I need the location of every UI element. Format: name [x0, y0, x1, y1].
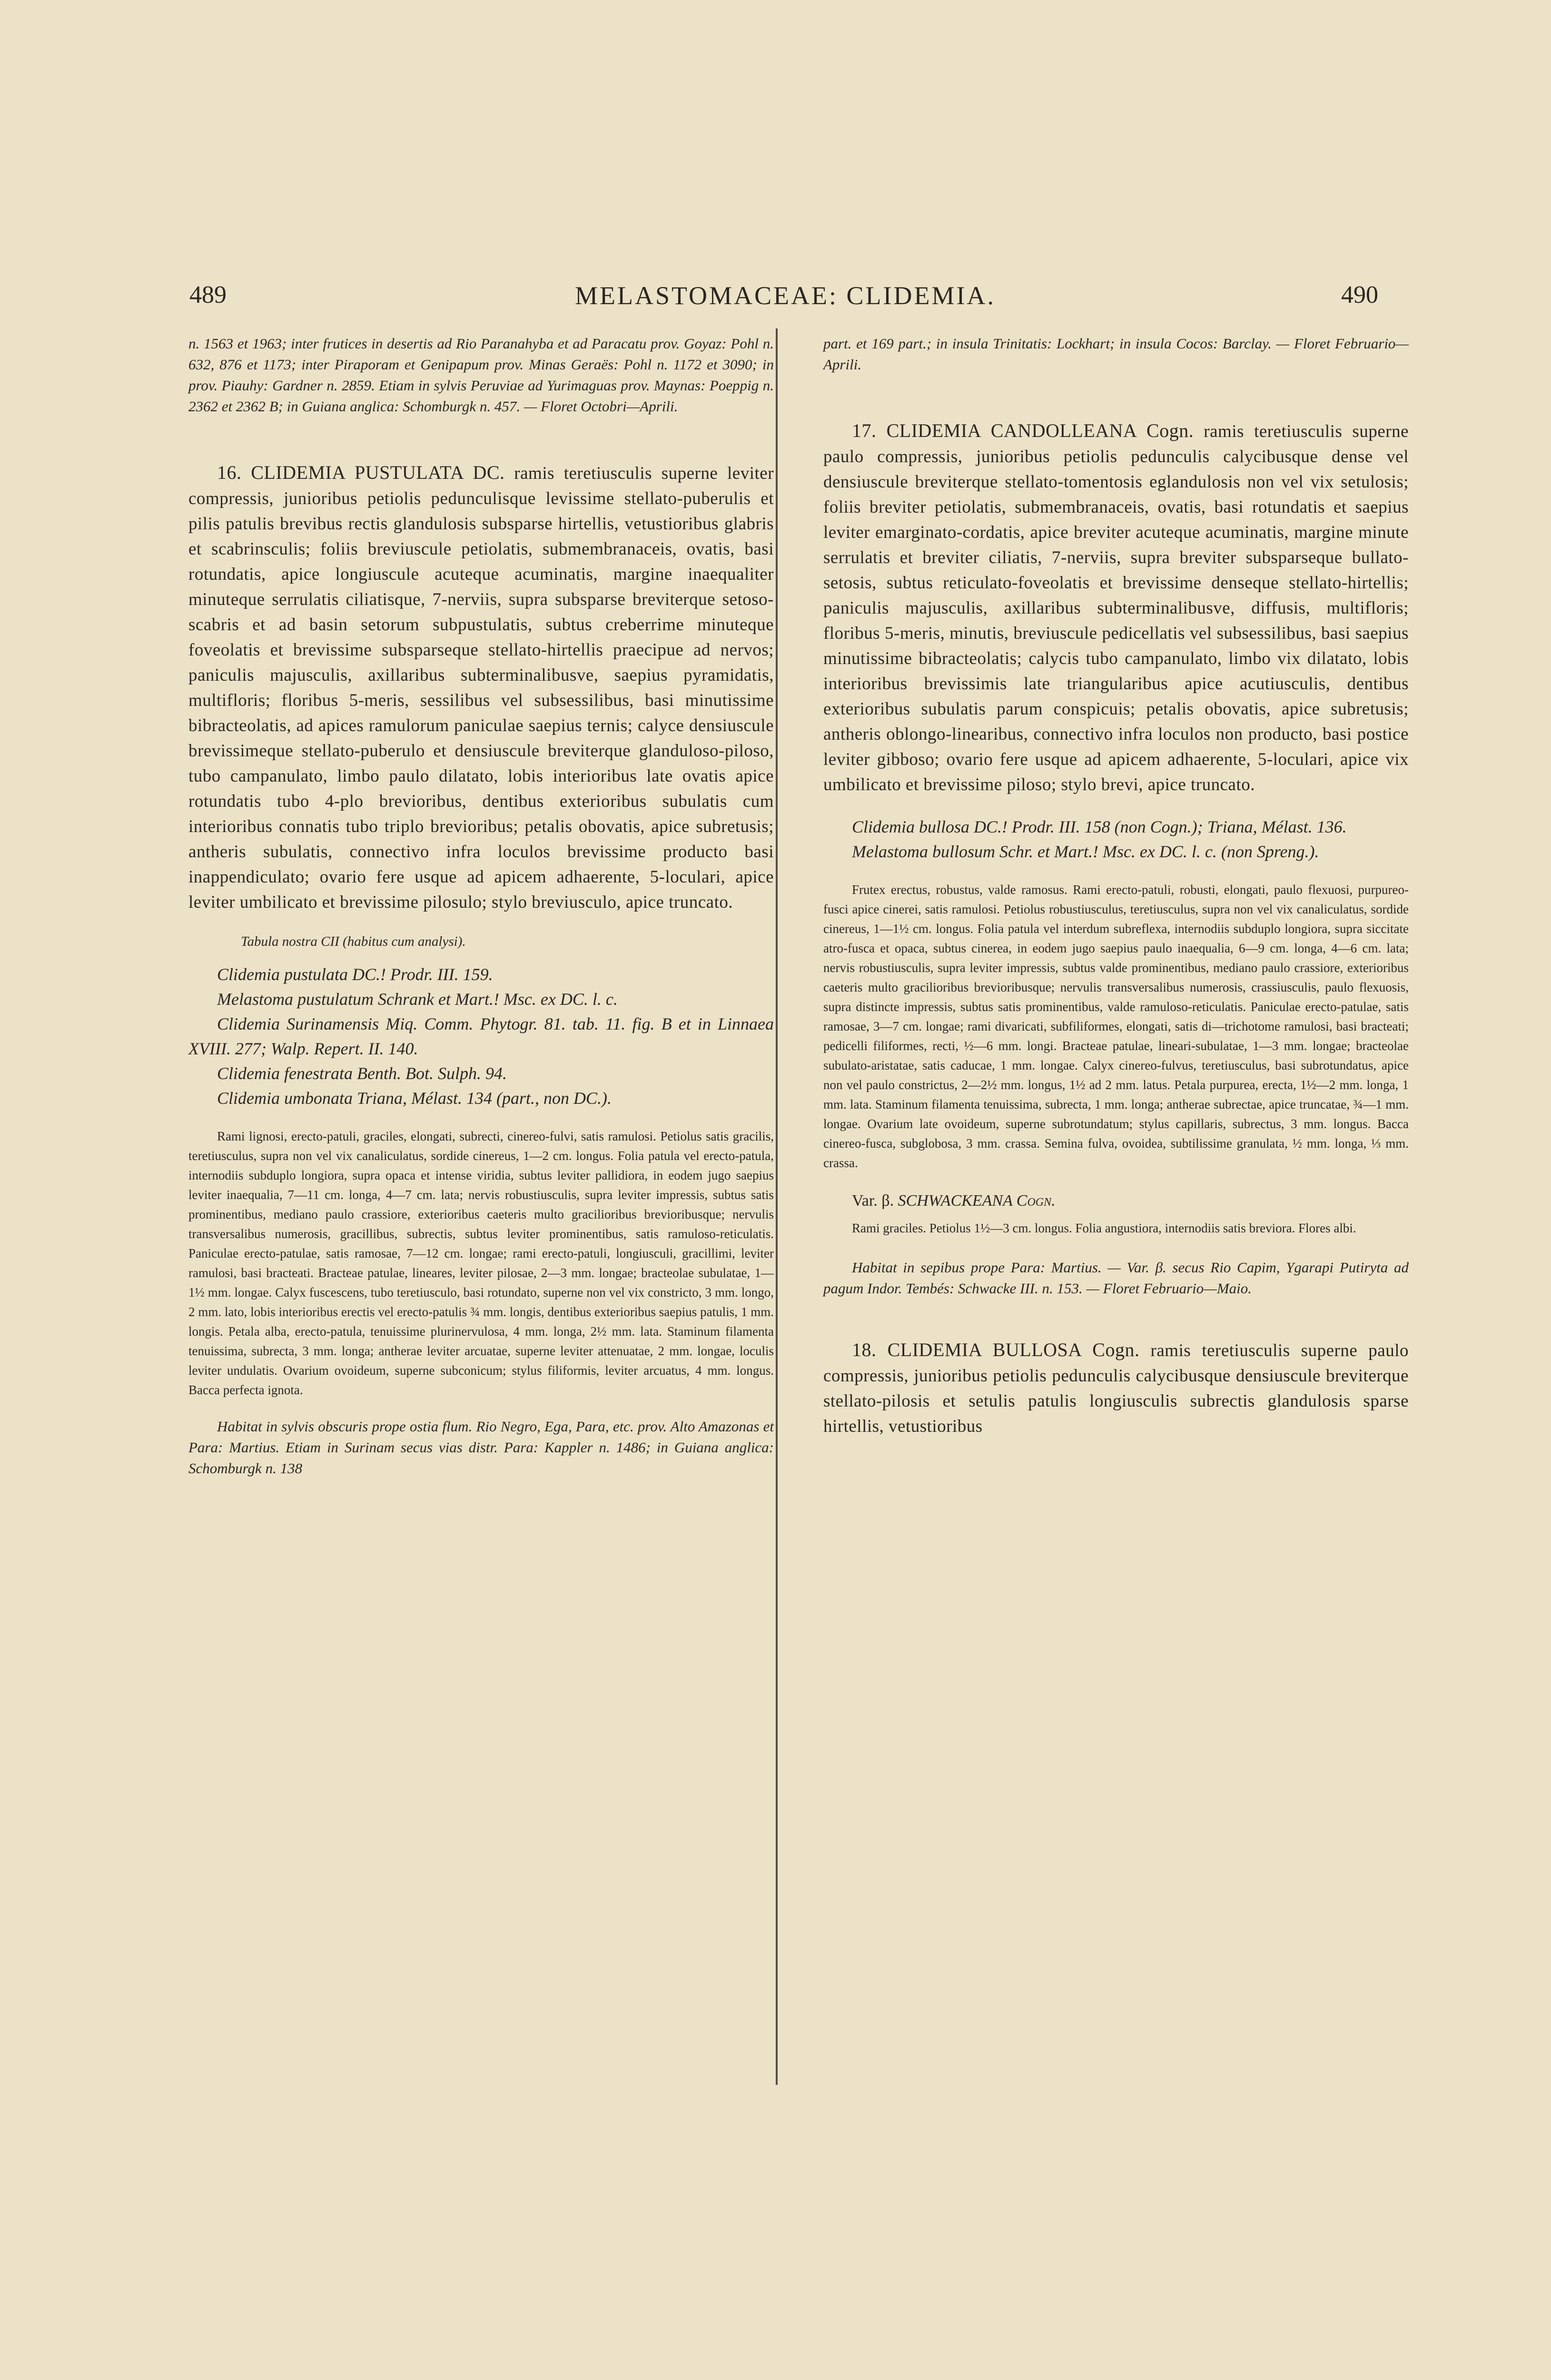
- synonym-line: Clidemia Surinamensis Miq. Comm. Phytogr. 81. tab. 11. fig. B et in Linnaea XVIII. 277; Walp. Repert. II. 140.: [188, 1014, 774, 1058]
- page-number-left: 489: [189, 281, 227, 308]
- habitat-continuation: part. et 169 part.; in insula Trinitatis: Lockhart; in insula Cocos: Barclay. — Floret Februario—Aprili.: [823, 335, 1409, 373]
- species-18-entry: [823, 1337, 1409, 1439]
- tabula-reference: Tabula nostra CII (habitus cum analysi).: [241, 934, 466, 949]
- species-16-number: 16.: [217, 462, 242, 483]
- synonym-line: Clidemia umbonata Triana, Mélast. 134 (part., non DC.).: [217, 1089, 612, 1108]
- species-17-diagnosis: ramis teretiusculis superne paulo compressis, junioribus petiolis pedunculis calycibusque dense vel densiuscule breviterque stellato-tomentosis eglandulosis non vel vix setulosis; foliis breviter petiolatis, submembranaceis, ovatis, basi rotundatis et saepius leviter emarginato-cordatis, apice breviter acuteque acuminatis, margine minute serrulatis et breviter ciliatis, 7-nerviis, supra breviter subsparseque bullato-setosis, subtus reticulato-foveolatis et brevissime denseque stellato-hirtellis; paniculis majusculis, axillaribus subterminalibusve, diffusis, multifloris; floribus 5-meris, minutis, breviuscule pedicellatis vel subsessilibus, basi saepius minutissime bibracteolatis; calycis tubo campanulato, limbo vix dilatato, lobis interioribus brevissimis late triangularibus apice acutiusculis, dentibus exterioribus subulatis parum conspicuis; petalis obovatis, apice subretusis; antheris oblongo-linearibus, connectivo infra loculos non producto, basi postice leviter gibboso; ovario fere usque ad apicem adhaerente, 5-loculari, apice vix umbilicato et brevissime piloso; stylo brevi, apice truncato.: [823, 422, 1409, 794]
- species-17-name: CLIDEMIA CANDOLLEANA Cogn.: [886, 420, 1194, 441]
- species-16-name: CLIDEMIA PUSTULATA DC.: [251, 462, 505, 483]
- species-16-habitat: Habitat in sylvis obscuris prope ostia flum. Rio Negro, Ega, Para, etc. prov. Alto Amazonas et Para: Martius. Etiam in Surinam secus vias distr. Para: Kappler n. 1486; in Guiana anglica: Schomburgk n. 138: [188, 1418, 774, 1477]
- variety-label: Var. β.: [852, 1192, 894, 1210]
- species-17-synonyms: [823, 814, 1409, 864]
- species-16-synonyms: [188, 962, 774, 1111]
- page-number-right: 490: [1341, 281, 1378, 308]
- species-16-diagnosis: ramis teretiusculis superne leviter compressis, junioribus petiolis pedunculisque levissime stellato-puberulis et pilis patulis brevibus rectis glandulosis subsparse hirtellis, vetustioribus glabris et scabrinsculis; foliis breviuscule petiolatis, submembranaceis, ovatis, basi rotundatis, apice longiuscule acuteque acuminatis, margine inaequaliter minuteque serrulatis ciliatisque, 7-nerviis, supra subsparse breviterque setoso-scabris et ad basin setorum subpustulatis, subtus creberrime minuteque foveolatis et brevissime subsparseque stellato-hirtellis praecipue ad nervos; paniculis majusculis, axillaribus subterminalibusve, saepius pyramidatis, multifloris; floribus 5-meris, sessilibus vel subsessilibus, basi minutissime bibracteolatis, ad apices ramulorum paniculae saepius ternis; calyce densiuscule brevissimeque stellato-puberulo et densiuscule breviterque glanduloso-piloso, tubo campanulato, limbo paulo dilatato, lobis interioribus late ovatis apice rotundatis tubo 4-plo brevioribus, dentibus exterioribus subulatis cum interioribus connatis tubo triplo brevioribus; petalis obovatis, apice subretusis; antheris subulatis, connectivo infra loculos brevissime producto basi inappendiculato; ovario fere usque ad apicem adhaerente, 5-loculari, apice leviter umbilicato et brevissime pilosulo; stylo breviusculo, apice truncato.: [188, 464, 774, 912]
- species-16-entry: [188, 460, 774, 915]
- habitat-continuation: n. 1563 et 1963; inter frutices in desertis ad Rio Paranahyba et ad Paracatu prov. Goyaz: Pohl n. 632, 876 et 1173; inter Piraporam et Genipapum prov. Minas Geraës: Pohl n. 1172 et 3090; in prov. Piauhy: Gardner n. 2859. Etiam in sylvis Peruviae ad Yurimaguas prov. Maynas: Poeppig n. 2362 et 2362 B; in Guiana anglica: Schomburgk n. 457. — Floret Octobri—Aprili.: [188, 335, 774, 415]
- species-18-name: CLIDEMIA BULLOSA Cogn.: [887, 1339, 1140, 1360]
- variety-name: SCHWACKEANA Cogn.: [898, 1192, 1056, 1210]
- right-column: [823, 333, 1409, 1439]
- species-18-number: 18.: [852, 1339, 877, 1360]
- species-17-number: 17.: [852, 420, 877, 441]
- synonym-line: Melastoma bullosum Schr. et Mart.! Msc. ex DC. l. c. (non Spreng.).: [852, 842, 1319, 861]
- synonym-line: Clidemia fenestrata Benth. Bot. Sulph. 94.: [217, 1064, 507, 1083]
- column-divider: [776, 328, 778, 2085]
- variety-description: Rami graciles. Petiolus 1½—3 cm. longus. Folia angustiora, internodiis satis breviora. Flores albi.: [852, 1221, 1356, 1235]
- species-17-description: Frutex erectus, robustus, valde ramosus. Rami erecto-patuli, robusti, elongati, paulo flexuosi, purpureo-fusci apice cinerei, satis ramulosi. Petiolus robustiusculus, teretiusculus, supra non vel vix canaliculatus, sordide cinereus, 1—1½ cm. longus. Folia patula vel interdum subreflexa, internodiis subduplo longiora, supra siccitate atro-fusca et opaca, subtus cinerea, in eodem jugo saepius paulo inaequalia, 6—9 cm. longa, 4—6 cm. lata; nervis robustiusculis, supra leviter impressis, subtus valde prominentibus, mediano paulo crassiore, exterioribus caeteris multo gracilioribus brevioribusque; nervulis transversalibus numerosis, crassiusculis, paulo flexuosis, supra distincte impressis, subtus satis prominentibus, valde ramuloso-reticulatis. Paniculae erecto-patulae, satis ramosae, 3—7 cm. longae; rami divaricati, subfiliformes, elongati, satis di—trichotome ramulosi, basi bracteati; pedicelli filiformes, recti, ½—6 mm. longi. Bracteae patulae, lineari-subulatae, 1—3 mm. longae; bracteolae subulato-aristatae, satis caducae, 1 mm. longae. Calyx cinereo-fulvus, teretiusculus, basi subrotundatus, apice non vel paulo constrictus, 2—2½ mm. longus, 1½ ad 2 mm. latus. Petala purpurea, erecta, 1½—2 mm. longa, 1 mm. lata. Staminum filamenta tenuissima, subrecta, 1 mm. longa; antherae subrectae, apice truncatae, ¾—1 mm. longae. Ovarium late ovoideum, superne subrotundatum; stylus capillaris, subrectus, 3 mm. longus. Bacca cinereo-fusca, subglobosa, 3 mm. crassa. Semina fulva, ovoidea, subtilissime granulata, ½ mm. longa, ⅓ mm. crassa.: [823, 883, 1409, 1170]
- species-18-diagnosis: ramis teretiusculis superne paulo compressis, junioribus petiolis pedunculis calycibusque densiuscule breviterque stellato-pilosis et setulis patulis longiusculis subrectis glandulosis sparse hirtellis, vetustioribus: [823, 1341, 1409, 1436]
- species-16-description: Rami lignosi, erecto-patuli, graciles, elongati, subrecti, cinereo-fulvi, satis ramulosi. Petiolus satis gracilis, teretiusculus, supra non vel vix canaliculatus, sordide cinereus, 1—2 cm. longus. Folia patula vel erecto-patula, internodiis subduplo longiora, supra opaca et intense viridia, subtus leviter pallidiora, in eodem jugo saepius leviter inaequalia, 7—11 cm. longa, 4—7 cm. lata; nervis robustiusculis, supra leviter impressis, subtus satis prominentibus, mediano paulo crassiore, exterioribus caeteris multo gracilioribus brevioribusque; nervulis transversalibus numerosis, gracillibus, subrectis, subtus leviter prominentibus, satis ramuloso-reticulatis. Paniculae erecto-patulae, satis ramosae, 7—12 cm. longae; rami erecto-patuli, longiusculi, gracillimi, leviter ramulosi, basi bracteati. Bracteae patulae, lineares, leviter pilosae, 2—3 mm. longae; bracteolae subulatae, 1—1½ mm. longae. Calyx fuscescens, tubo teretiusculo, basi rotundato, superne non vel vix constricto, 3 mm. longo, 2 mm. lato, lobis interioribus erectis vel erecto-patulis ¾ mm. longis, dentibus exterioribus saepius patulis, 1 mm. longis. Petala alba, erecto-patula, tenuissime plurinervulosa, 4 mm. longa, 2½ mm. lata. Staminum filamenta tenuissima, subrecta, 3 mm. longa; antherae leviter arcuatae, superne leviter attenuatae, 2 mm. longae, loculis leviter undulatis. Ovarium ovoideum, superne subconicum; stylus filiformis, leviter arcuatus, 4 mm. longus. Bacca perfecta ignota.: [188, 1129, 774, 1397]
- species-17-entry: [823, 418, 1409, 797]
- left-column: [188, 333, 774, 1479]
- synonym-line: Melastoma pustulatum Schrank et Mart.! Msc. ex DC. l. c.: [217, 990, 618, 1009]
- synonym-line: Clidemia pustulata DC.! Prodr. III. 159.: [217, 965, 493, 984]
- running-title: MELASTOMACEAE: CLIDEMIA.: [575, 281, 996, 310]
- variety-heading: [823, 1192, 1409, 1210]
- species-17-habitat: Habitat in sepibus prope Para: Martius. — Var. β. secus Rio Capim, Ygarapi Putiryta ad pagum Indor. Tembés: Schwacke III. n. 153. — Floret Februario—Maio.: [823, 1259, 1409, 1297]
- synonym-line: Clidemia bullosa DC.! Prodr. III. 158 (non Cogn.); Triana, Mélast. 136.: [852, 817, 1347, 836]
